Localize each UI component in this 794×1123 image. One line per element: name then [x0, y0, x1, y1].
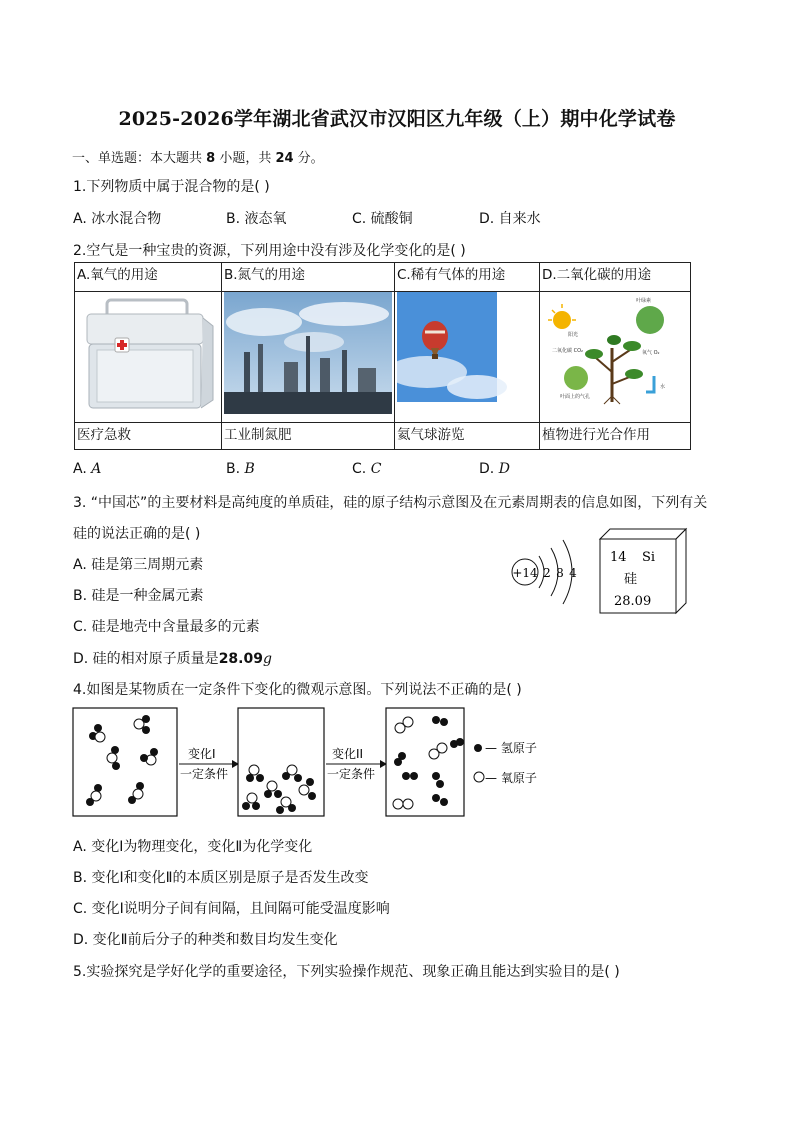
q1-option-c[interactable]: C. 硫酸铜	[352, 211, 413, 227]
table-header-c: C.稀有气体的用途	[395, 263, 540, 292]
molecular-change-diagram	[72, 706, 552, 820]
diagram-label-oxygen: 氧气 O₂	[642, 350, 660, 356]
question-4-stem: 4.如图是某物质在一定条件下变化的微观示意图。下列说法不正确的是( )	[73, 682, 522, 698]
q1-option-a[interactable]: A. 冰水混合物	[73, 211, 162, 227]
page-title: 2025-2026学年湖北省武汉市汉阳区九年级（上）期中化学试卷	[118, 108, 676, 130]
change-2-condition: 一定条件	[327, 767, 376, 781]
table-footer-b: 工业制氮肥	[222, 423, 395, 450]
element-name: 硅	[624, 572, 638, 587]
chemical-plant-image	[222, 292, 395, 423]
element-symbol: Si	[642, 550, 656, 565]
q4-option-d[interactable]: D. 变化Ⅱ前后分子的种类和数目均发生变化	[73, 932, 338, 948]
periodic-table-cell	[596, 525, 688, 617]
q4-option-b[interactable]: B. 变化Ⅰ和变化Ⅱ的本质区别是原子是否发生改变	[73, 870, 369, 886]
change-1-condition: 一定条件	[180, 767, 229, 781]
diagram-label-chlorophyll: 叶绿素	[636, 298, 652, 304]
q1-option-d[interactable]: D. 自来水	[479, 211, 541, 227]
element-atomic-mass: 28.09	[614, 594, 652, 609]
q3-option-d[interactable]: D. 硅的相对原子质量是28.09g	[73, 651, 272, 667]
diagram-label-sunlight: 阳光	[568, 332, 579, 338]
legend-oxygen: — 氧原子	[485, 771, 537, 785]
table-footer-d: 植物进行光合作用	[540, 423, 691, 450]
question-3-stem-line1: 3. “中国芯”的主要材料是高纯度的单质硅，硅的原子结构示意图及在元素周期表的信息如图，下列有关	[73, 495, 708, 511]
diagram-label-co2: 二氧化碳 CO₂	[552, 348, 584, 354]
shell-2-electrons: 8	[556, 566, 564, 580]
q2-option-a[interactable]: A. A	[73, 461, 102, 477]
question-3-stem-line2: 硅的说法正确的是( )	[73, 526, 201, 542]
shell-3-electrons: 4	[569, 566, 577, 580]
q4-option-a[interactable]: A. 变化Ⅰ为物理变化，变化Ⅱ为化学变化	[73, 839, 313, 855]
diagram-label-stomata: 叶面上的气孔	[560, 394, 591, 400]
q2-option-b[interactable]: B. B	[226, 461, 255, 477]
question-2-stem: 2.空气是一种宝贵的资源，下列用途中没有涉及化学变化的是( )	[73, 243, 466, 259]
hot-air-balloon-image	[395, 292, 540, 423]
table-footer-a: 医疗急救	[75, 423, 222, 450]
change-1-label: 变化I	[188, 747, 216, 761]
atom-nucleus-label: +14	[512, 566, 538, 580]
q2-option-d[interactable]: D. D	[479, 461, 510, 477]
q3-option-c[interactable]: C. 硅是地壳中含量最多的元素	[73, 619, 260, 635]
table-header-d: D.二氧化碳的用途	[540, 263, 691, 292]
section-heading: 一、单选题：本大题共 8 小题，共 24 分。	[72, 151, 324, 166]
q3-option-b[interactable]: B. 硅是一种金属元素	[73, 588, 204, 604]
question-1-stem: 1.下列物质中属于混合物的是( )	[73, 179, 270, 195]
photosynthesis-diagram	[540, 292, 691, 423]
table-header-b: B.氮气的用途	[222, 263, 395, 292]
first-aid-kit-image	[75, 292, 222, 423]
q4-option-c[interactable]: C. 变化Ⅰ说明分子间有间隔，且间隔可能受温度影响	[73, 901, 390, 917]
q2-option-c[interactable]: C. C	[352, 461, 382, 477]
diagram-label-water: 水	[660, 384, 666, 390]
question-5-stem: 5.实验探究是学好化学的重要途径，下列实验操作规范、现象正确且能达到实验目的是( )	[73, 964, 620, 980]
element-atomic-number: 14	[610, 550, 627, 565]
legend-hydrogen: — 氢原子	[485, 741, 537, 755]
change-2-label: 变化II	[332, 747, 364, 761]
q2-uses-table	[74, 262, 691, 450]
shell-1-electrons: 2	[543, 566, 551, 580]
table-footer-c: 氦气球游览	[395, 423, 540, 450]
table-header-a: A.氧气的用途	[75, 263, 222, 292]
silicon-atom-structure-diagram	[505, 528, 595, 618]
q1-option-b[interactable]: B. 液态氧	[226, 211, 287, 227]
q3-option-a[interactable]: A. 硅是第三周期元素	[73, 557, 204, 573]
